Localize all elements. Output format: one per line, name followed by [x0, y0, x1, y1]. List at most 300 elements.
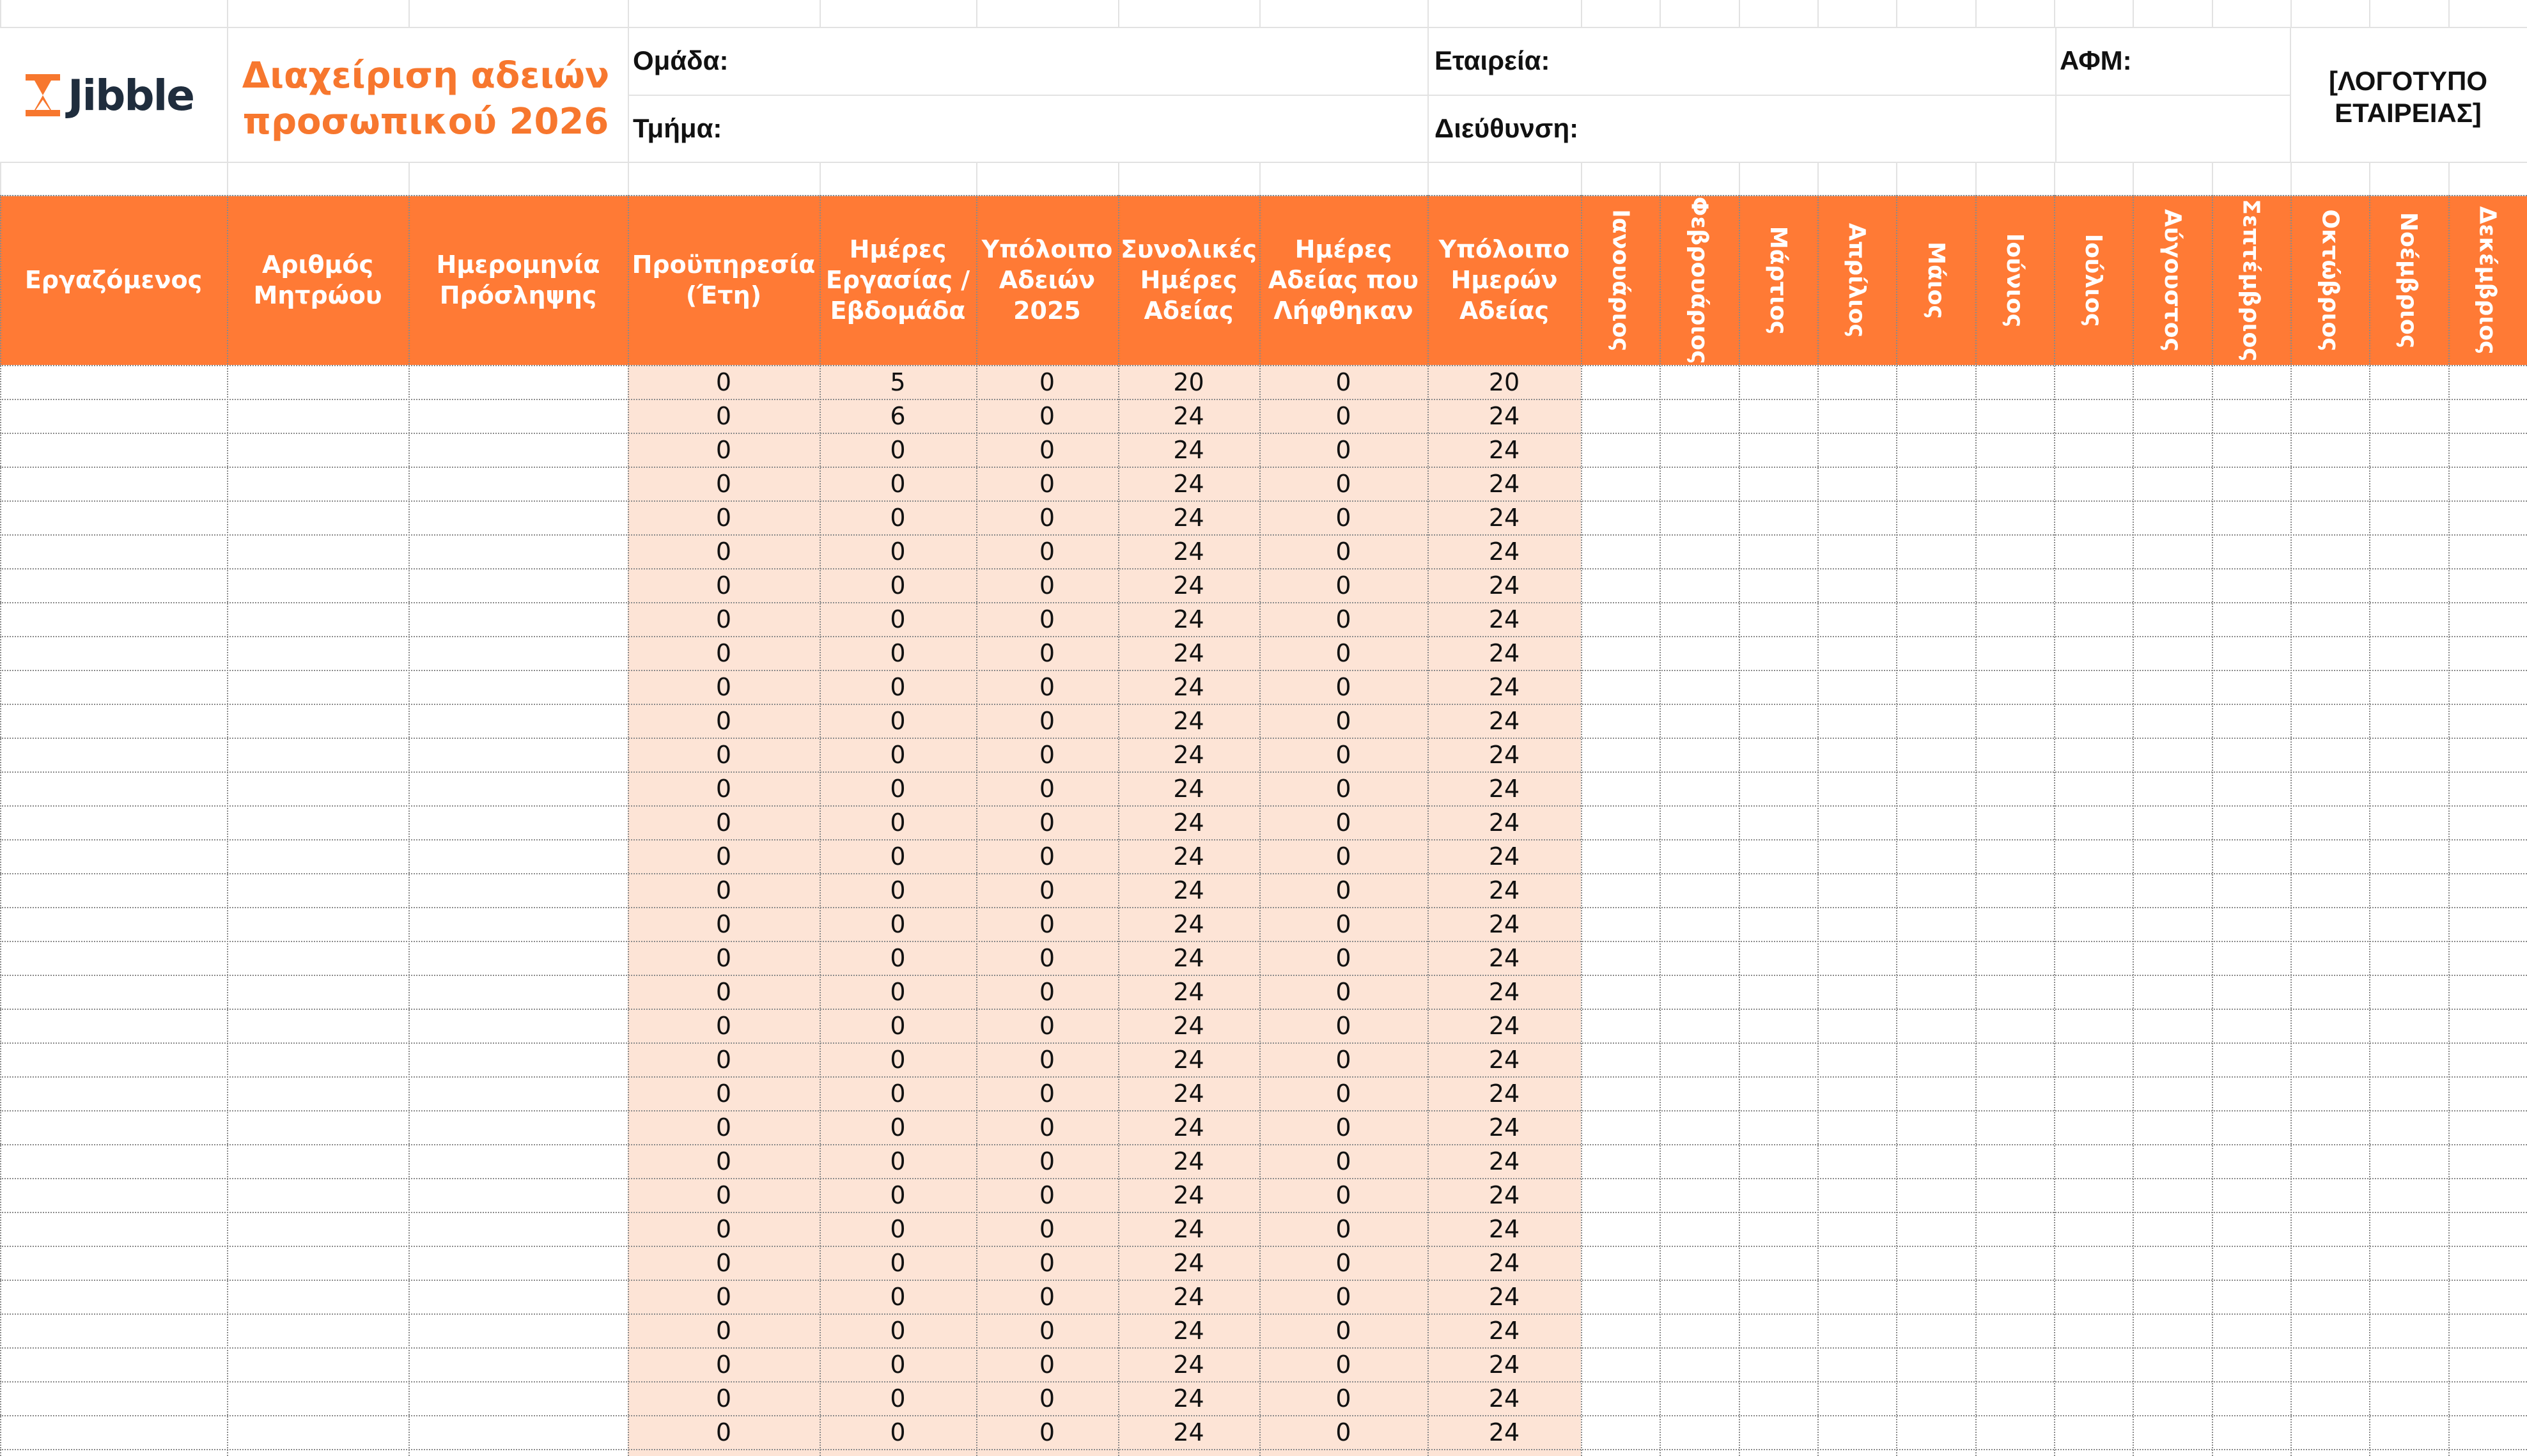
- row-cell[interactable]: 24: [1173, 1079, 1204, 1108]
- row-cell[interactable]: 20: [1488, 368, 1520, 396]
- col-month: [2369, 195, 2448, 365]
- grid-v-line: [0, 0, 1, 27]
- row-cell[interactable]: 0: [1039, 1384, 1055, 1413]
- row-cell[interactable]: 0: [1039, 774, 1055, 803]
- grid-v-line: [1581, 195, 1582, 1456]
- row-cell[interactable]: 24: [1173, 469, 1204, 498]
- row-cell[interactable]: 0: [890, 1011, 906, 1040]
- row-cell[interactable]: 0: [1039, 1418, 1055, 1446]
- row-cell[interactable]: 0: [1039, 571, 1055, 600]
- row-cell[interactable]: 0: [1335, 1316, 1351, 1345]
- grid-v-line: [1817, 162, 1819, 195]
- title-line-1: Διαχείριση αδειών: [242, 55, 610, 97]
- row-cell[interactable]: 0: [890, 910, 906, 938]
- row-cell[interactable]: 24: [1488, 672, 1520, 701]
- row-cell[interactable]: 0: [1039, 1113, 1055, 1142]
- row-cell[interactable]: 24: [1488, 1214, 1520, 1243]
- row-cell[interactable]: 0: [1335, 1214, 1351, 1243]
- row-cell[interactable]: 0: [890, 571, 906, 600]
- grid-v-line: [820, 162, 821, 195]
- row-cell[interactable]: 0: [890, 876, 906, 904]
- row-cell[interactable]: 0: [1335, 943, 1351, 972]
- col-month: [1739, 195, 1817, 365]
- row-cell[interactable]: 0: [890, 1282, 906, 1311]
- row-cell[interactable]: 20: [1173, 368, 1204, 396]
- row-cell[interactable]: 24: [1173, 435, 1204, 464]
- row-cell[interactable]: 24: [1488, 1113, 1520, 1142]
- col-month: [1581, 195, 1660, 365]
- col-workdays: Ημέρες Εργασίας / Εβδομάδα: [825, 235, 970, 325]
- row-cell[interactable]: 24: [1488, 537, 1520, 566]
- row-cell[interactable]: 0: [890, 605, 906, 633]
- row-cell[interactable]: 0: [1335, 977, 1351, 1006]
- logo-text: Jibble: [68, 70, 194, 120]
- row-cell[interactable]: 0: [1335, 1045, 1351, 1074]
- department-label: Τμήμα:: [633, 113, 722, 143]
- row-cell[interactable]: 0: [715, 503, 732, 532]
- row-cell[interactable]: 0: [1039, 1316, 1055, 1345]
- row-cell[interactable]: 0: [1335, 639, 1351, 667]
- row-cell[interactable]: 0: [1039, 977, 1055, 1006]
- col-month: [1817, 195, 1896, 365]
- month-label: Ιούνιος: [2001, 233, 2028, 327]
- row-cell[interactable]: 0: [1335, 740, 1351, 769]
- col-remaining-days: Υπόλοιπο Ημερών Αδείας: [1438, 235, 1570, 325]
- row-cell[interactable]: 24: [1488, 469, 1520, 498]
- grid-v-line: [1660, 162, 1661, 195]
- col-month: [2448, 195, 2527, 365]
- month-label: Δεκέμβριος: [2474, 206, 2501, 354]
- row-cell[interactable]: 0: [715, 605, 732, 633]
- row-cell[interactable]: 24: [1173, 672, 1204, 701]
- grid-v-line: [1660, 195, 1661, 1456]
- row-cell[interactable]: 24: [1173, 1147, 1204, 1175]
- col-total-days: Συνολικές Ημέρες Αδείας: [1120, 235, 1257, 325]
- row-cell[interactable]: 24: [1488, 1316, 1520, 1345]
- row-cell[interactable]: 0: [715, 1248, 732, 1277]
- row-cell[interactable]: 0: [1335, 368, 1351, 396]
- month-label: Φεβρουάριος: [1686, 196, 1713, 364]
- grid-v-line: [2054, 195, 2055, 1456]
- row-cell[interactable]: 24: [1173, 842, 1204, 871]
- row-cell[interactable]: 24: [1173, 1384, 1204, 1413]
- row-cell[interactable]: 0: [1039, 1045, 1055, 1074]
- row-cell[interactable]: 5: [890, 368, 906, 396]
- row-cell[interactable]: 0: [890, 1045, 906, 1074]
- col-month: [2054, 195, 2133, 365]
- grid-v-line: [1739, 162, 1740, 195]
- row-cell[interactable]: 0: [890, 774, 906, 803]
- grid-v-line: [1975, 0, 1977, 27]
- company-label: Εταιρεία:: [1435, 45, 1550, 75]
- row-cell[interactable]: 24: [1488, 639, 1520, 667]
- row-cell[interactable]: 0: [1039, 435, 1055, 464]
- grid-h-line: [0, 27, 2527, 28]
- row-cell[interactable]: 24: [1173, 1418, 1204, 1446]
- team-label: Ομάδα:: [633, 45, 729, 75]
- row-cell[interactable]: 0: [715, 368, 732, 396]
- row-cell[interactable]: 24: [1173, 1045, 1204, 1074]
- month-label: Ιανουάριος: [1607, 208, 1634, 352]
- grid-v-line: [2448, 0, 2450, 27]
- row-cell[interactable]: 0: [890, 1214, 906, 1243]
- row-cell[interactable]: 0: [1335, 435, 1351, 464]
- row-cell[interactable]: 0: [890, 503, 906, 532]
- row-cell[interactable]: 24: [1173, 706, 1204, 735]
- row-cell[interactable]: 24: [1173, 1282, 1204, 1311]
- row-cell[interactable]: 0: [715, 1418, 732, 1446]
- row-cell[interactable]: 24: [1488, 977, 1520, 1006]
- company-logo-placeholder: [ΛΟΓΟΤΥΠΟ ΕΤΑΙΡΕΙΑΣ]: [2328, 66, 2488, 128]
- row-cell[interactable]: 0: [1335, 401, 1351, 430]
- grid-v-line: [1427, 162, 1429, 195]
- row-cell[interactable]: 0: [715, 1214, 732, 1243]
- row-cell[interactable]: 0: [1039, 876, 1055, 904]
- row-cell[interactable]: 0: [1039, 842, 1055, 871]
- page-title: [228, 45, 624, 153]
- row-cell[interactable]: 6: [890, 401, 906, 430]
- row-cell[interactable]: 0: [1039, 469, 1055, 498]
- row-cell[interactable]: 0: [1335, 605, 1351, 633]
- grid-v-line: [976, 162, 977, 195]
- col-month: [2133, 195, 2211, 365]
- grid-v-line: [1427, 0, 1429, 27]
- grid-v-line: [227, 0, 228, 27]
- month-label: Οκτώβριος: [2317, 208, 2344, 352]
- row-cell[interactable]: 0: [715, 1113, 732, 1142]
- grid-v-line: [2448, 195, 2450, 1456]
- row-cell[interactable]: 0: [1335, 571, 1351, 600]
- row-cell[interactable]: 0: [715, 943, 732, 972]
- row-cell[interactable]: 0: [1335, 469, 1351, 498]
- row-cell[interactable]: 24: [1488, 1079, 1520, 1108]
- grid-v-line: [628, 162, 629, 195]
- grid-h-line: [628, 95, 2290, 96]
- row-cell[interactable]: 0: [1335, 910, 1351, 938]
- row-cell[interactable]: 0: [890, 1181, 906, 1209]
- row-cell[interactable]: 24: [1488, 706, 1520, 735]
- row-cell[interactable]: 24: [1488, 842, 1520, 871]
- grid-v-line: [1118, 0, 1119, 27]
- row-cell[interactable]: 0: [1335, 537, 1351, 566]
- row-cell[interactable]: 0: [890, 1079, 906, 1108]
- row-cell[interactable]: 24: [1173, 943, 1204, 972]
- row-cell[interactable]: 0: [1039, 1181, 1055, 1209]
- row-cell[interactable]: 0: [715, 401, 732, 430]
- grid-v-line: [2290, 0, 2292, 27]
- row-cell[interactable]: 0: [890, 977, 906, 1006]
- row-cell[interactable]: 24: [1488, 808, 1520, 837]
- row-cell[interactable]: 0: [715, 1350, 732, 1379]
- grid-v-line: [1259, 0, 1261, 27]
- row-cell[interactable]: 0: [890, 842, 906, 871]
- row-cell[interactable]: 0: [890, 1248, 906, 1277]
- row-cell[interactable]: 24: [1173, 1181, 1204, 1209]
- month-label: Απρίλιος: [1844, 222, 1870, 337]
- grid-v-line: [2290, 162, 2292, 195]
- row-cell[interactable]: 0: [715, 1011, 732, 1040]
- col-month: [2290, 195, 2369, 365]
- grid-v-line: [227, 195, 228, 1456]
- grid-v-line: [2133, 0, 2134, 27]
- grid-v-line: [0, 162, 1, 195]
- grid-v-line: [628, 27, 629, 162]
- jibble-logo: [23, 69, 215, 121]
- row-cell[interactable]: 24: [1173, 910, 1204, 938]
- row-cell[interactable]: 24: [1173, 808, 1204, 837]
- col-month: [1975, 195, 2054, 365]
- row-cell[interactable]: 24: [1488, 1418, 1520, 1446]
- row-cell[interactable]: 0: [890, 808, 906, 837]
- row-cell[interactable]: 24: [1488, 1248, 1520, 1277]
- col-month: [1896, 195, 1975, 365]
- row-cell[interactable]: 0: [1039, 1011, 1055, 1040]
- row-cell[interactable]: 0: [890, 435, 906, 464]
- jibble-hourglass-logo-icon: [23, 72, 63, 119]
- row-cell[interactable]: 0: [715, 1079, 732, 1108]
- row-cell[interactable]: 0: [715, 571, 732, 600]
- grid-v-line: [1118, 162, 1119, 195]
- grid-v-line: [227, 162, 228, 195]
- row-cell[interactable]: 24: [1488, 876, 1520, 904]
- row-cell[interactable]: 0: [1335, 1350, 1351, 1379]
- row-cell[interactable]: 24: [1488, 435, 1520, 464]
- grid-v-line: [1896, 195, 1897, 1456]
- row-cell[interactable]: 0: [1039, 639, 1055, 667]
- row-cell[interactable]: 0: [1335, 876, 1351, 904]
- col-month: [1660, 195, 1738, 365]
- grid-v-line: [2212, 0, 2213, 27]
- row-cell[interactable]: 0: [890, 943, 906, 972]
- month-label: Αύγουστος: [2159, 208, 2186, 352]
- row-cell[interactable]: 24: [1488, 1350, 1520, 1379]
- grid-v-line: [2290, 195, 2292, 1456]
- row-cell[interactable]: 0: [715, 639, 732, 667]
- row-cell[interactable]: 24: [1488, 774, 1520, 803]
- row-cell[interactable]: 0: [1039, 1282, 1055, 1311]
- row-cell[interactable]: 24: [1488, 605, 1520, 633]
- row-cell[interactable]: 24: [1173, 1214, 1204, 1243]
- grid-v-line: [1817, 195, 1819, 1456]
- row-cell[interactable]: 0: [1039, 1079, 1055, 1108]
- row-cell[interactable]: 24: [1173, 1011, 1204, 1040]
- row-cell[interactable]: 0: [1039, 1350, 1055, 1379]
- col-employee: Εργαζόμενος: [24, 266, 203, 294]
- row-cell[interactable]: 24: [1173, 876, 1204, 904]
- row-cell[interactable]: 0: [890, 639, 906, 667]
- row-cell[interactable]: 0: [715, 706, 732, 735]
- row-cell[interactable]: 0: [1335, 1384, 1351, 1413]
- month-label: Μάρτιος: [1764, 226, 1791, 334]
- row-cell[interactable]: 24: [1488, 571, 1520, 600]
- grid-v-line: [976, 0, 977, 27]
- vat-label: ΑΦΜ:: [2060, 45, 2132, 75]
- grid-v-line: [1739, 195, 1740, 1456]
- row-cell[interactable]: 0: [1335, 672, 1351, 701]
- row-cell[interactable]: 24: [1488, 401, 1520, 430]
- row-cell[interactable]: 0: [1335, 1079, 1351, 1108]
- row-cell[interactable]: 24: [1488, 1282, 1520, 1311]
- grid-v-line: [1975, 162, 1977, 195]
- grid-v-line: [2054, 162, 2055, 195]
- grid-v-line: [1896, 162, 1897, 195]
- row-cell[interactable]: 0: [715, 876, 732, 904]
- month-label: Μάιος: [1922, 241, 1949, 319]
- row-cell[interactable]: 0: [715, 1045, 732, 1074]
- row-cell[interactable]: 24: [1173, 537, 1204, 566]
- row-cell[interactable]: 0: [1335, 1418, 1351, 1446]
- row-cell[interactable]: 0: [715, 1147, 732, 1175]
- row-cell[interactable]: 0: [1039, 1147, 1055, 1175]
- month-label: Σεπτέμβριος: [2237, 198, 2264, 362]
- grid-v-line: [1581, 162, 1582, 195]
- row-cell[interactable]: 0: [1039, 503, 1055, 532]
- row-cell[interactable]: 0: [1039, 605, 1055, 633]
- row-cell[interactable]: 24: [1488, 740, 1520, 769]
- month-label: Ιούλιος: [2080, 233, 2107, 327]
- row-cell[interactable]: 0: [890, 1316, 906, 1345]
- title-line-2: προσωπικού 2026: [242, 101, 609, 143]
- grid-v-line: [1427, 27, 1429, 162]
- row-cell[interactable]: 24: [1173, 605, 1204, 633]
- row-cell[interactable]: 24: [1173, 1350, 1204, 1379]
- grid-v-line: [2133, 162, 2134, 195]
- col-seniority: Προϋπηρεσία (Έτη): [632, 251, 816, 309]
- grid-v-line: [628, 0, 629, 27]
- row-cell[interactable]: 0: [1039, 808, 1055, 837]
- row-cell[interactable]: 0: [715, 977, 732, 1006]
- row-cell[interactable]: 24: [1488, 1045, 1520, 1074]
- col-taken-days: Ημέρες Αδείας που Λήφθηκαν: [1268, 235, 1419, 325]
- grid-v-line: [0, 195, 1, 1456]
- col-remaining-2025: Υπόλοιπο Αδειών 2025: [981, 235, 1113, 325]
- row-cell[interactable]: 0: [890, 1418, 906, 1446]
- grid-v-line: [1660, 0, 1661, 27]
- grid-v-line: [2369, 0, 2370, 27]
- row-cell[interactable]: 0: [1335, 503, 1351, 532]
- row-cell[interactable]: 24: [1173, 774, 1204, 803]
- grid-v-line: [2369, 162, 2370, 195]
- row-cell[interactable]: 0: [890, 672, 906, 701]
- row-cell[interactable]: 0: [715, 1316, 732, 1345]
- row-cell[interactable]: 0: [715, 435, 732, 464]
- row-cell[interactable]: 0: [1039, 1248, 1055, 1277]
- row-cell[interactable]: 24: [1488, 943, 1520, 972]
- col-hire-date: Ημερομηνία Πρόσληψης: [436, 251, 600, 309]
- grid-v-line: [2055, 27, 2057, 162]
- row-cell[interactable]: 0: [890, 740, 906, 769]
- row-cell[interactable]: 0: [1335, 1147, 1351, 1175]
- row-cell[interactable]: 0: [1039, 672, 1055, 701]
- row-cell[interactable]: 0: [715, 774, 732, 803]
- row-cell[interactable]: 0: [890, 537, 906, 566]
- row-cell[interactable]: 24: [1488, 910, 1520, 938]
- row-cell[interactable]: 0: [1335, 808, 1351, 837]
- row-cell[interactable]: 0: [1335, 1181, 1351, 1209]
- grid-v-line: [2448, 162, 2450, 195]
- grid-h-line: [0, 162, 2527, 163]
- row-cell[interactable]: 0: [1335, 1248, 1351, 1277]
- grid-v-line: [2212, 162, 2213, 195]
- row-cell[interactable]: 0: [715, 842, 732, 871]
- row-cell[interactable]: 0: [715, 910, 732, 938]
- row-cell[interactable]: 0: [1335, 774, 1351, 803]
- row-cell[interactable]: 0: [715, 537, 732, 566]
- row-cell[interactable]: 0: [1039, 740, 1055, 769]
- row-cell[interactable]: 0: [890, 1113, 906, 1142]
- address-label: Διεύθυνση:: [1435, 113, 1579, 143]
- row-cell[interactable]: 24: [1173, 503, 1204, 532]
- row-cell[interactable]: 0: [890, 1350, 906, 1379]
- row-cell[interactable]: 24: [1173, 1113, 1204, 1142]
- row-cell[interactable]: 24: [1173, 1248, 1204, 1277]
- grid-v-line: [2212, 195, 2213, 1456]
- grid-v-line: [1896, 0, 1897, 27]
- row-cell[interactable]: 24: [1173, 571, 1204, 600]
- row-cell[interactable]: 24: [1488, 1384, 1520, 1413]
- grid-v-line: [408, 0, 410, 27]
- grid-v-line: [820, 0, 821, 27]
- row-cell[interactable]: 0: [715, 1181, 732, 1209]
- grid-v-line: [2369, 195, 2370, 1456]
- row-cell[interactable]: 24: [1173, 639, 1204, 667]
- grid-v-line: [1817, 0, 1819, 27]
- grid-v-line: [1581, 0, 1582, 27]
- row-cell[interactable]: 0: [1335, 1011, 1351, 1040]
- row-cell[interactable]: 24: [1488, 503, 1520, 532]
- row-cell[interactable]: 24: [1173, 977, 1204, 1006]
- row-cell[interactable]: 0: [890, 469, 906, 498]
- row-cell[interactable]: 24: [1488, 1011, 1520, 1040]
- col-registry: Αριθμός Μητρώου: [253, 251, 382, 309]
- row-cell[interactable]: 0: [1335, 1113, 1351, 1142]
- row-cell[interactable]: 24: [1173, 401, 1204, 430]
- row-cell[interactable]: 0: [1039, 706, 1055, 735]
- row-cell[interactable]: 0: [1335, 842, 1351, 871]
- grid-v-line: [408, 162, 410, 195]
- row-cell[interactable]: 0: [715, 469, 732, 498]
- grid-v-line: [1739, 0, 1740, 27]
- row-cell[interactable]: 24: [1488, 1147, 1520, 1175]
- grid-v-line: [2133, 195, 2134, 1456]
- row-cell[interactable]: 0: [715, 1282, 732, 1311]
- col-month: [2212, 195, 2290, 365]
- grid-v-line: [2054, 0, 2055, 27]
- row-cell[interactable]: 24: [1173, 740, 1204, 769]
- row-cell[interactable]: 0: [890, 1147, 906, 1175]
- row-cell[interactable]: 0: [1335, 1282, 1351, 1311]
- row-cell[interactable]: 0: [715, 808, 732, 837]
- row-cell[interactable]: 0: [715, 672, 732, 701]
- row-cell[interactable]: 0: [715, 1384, 732, 1413]
- grid-v-line: [1975, 195, 1977, 1456]
- row-cell[interactable]: 0: [1039, 910, 1055, 938]
- row-cell[interactable]: 24: [1173, 1316, 1204, 1345]
- row-cell[interactable]: 0: [1039, 401, 1055, 430]
- row-cell[interactable]: 0: [1039, 537, 1055, 566]
- grid-v-line: [1259, 162, 1261, 195]
- row-cell[interactable]: 0: [1039, 943, 1055, 972]
- row-cell[interactable]: 0: [890, 1384, 906, 1413]
- row-cell[interactable]: 24: [1488, 1181, 1520, 1209]
- row-cell[interactable]: 0: [715, 740, 732, 769]
- row-cell[interactable]: 0: [1335, 706, 1351, 735]
- grid-v-line: [408, 195, 410, 1456]
- row-cell[interactable]: 0: [890, 706, 906, 735]
- month-label: Νοέμβριος: [2395, 212, 2422, 348]
- row-cell[interactable]: 0: [1039, 368, 1055, 396]
- row-cell[interactable]: 0: [1039, 1214, 1055, 1243]
